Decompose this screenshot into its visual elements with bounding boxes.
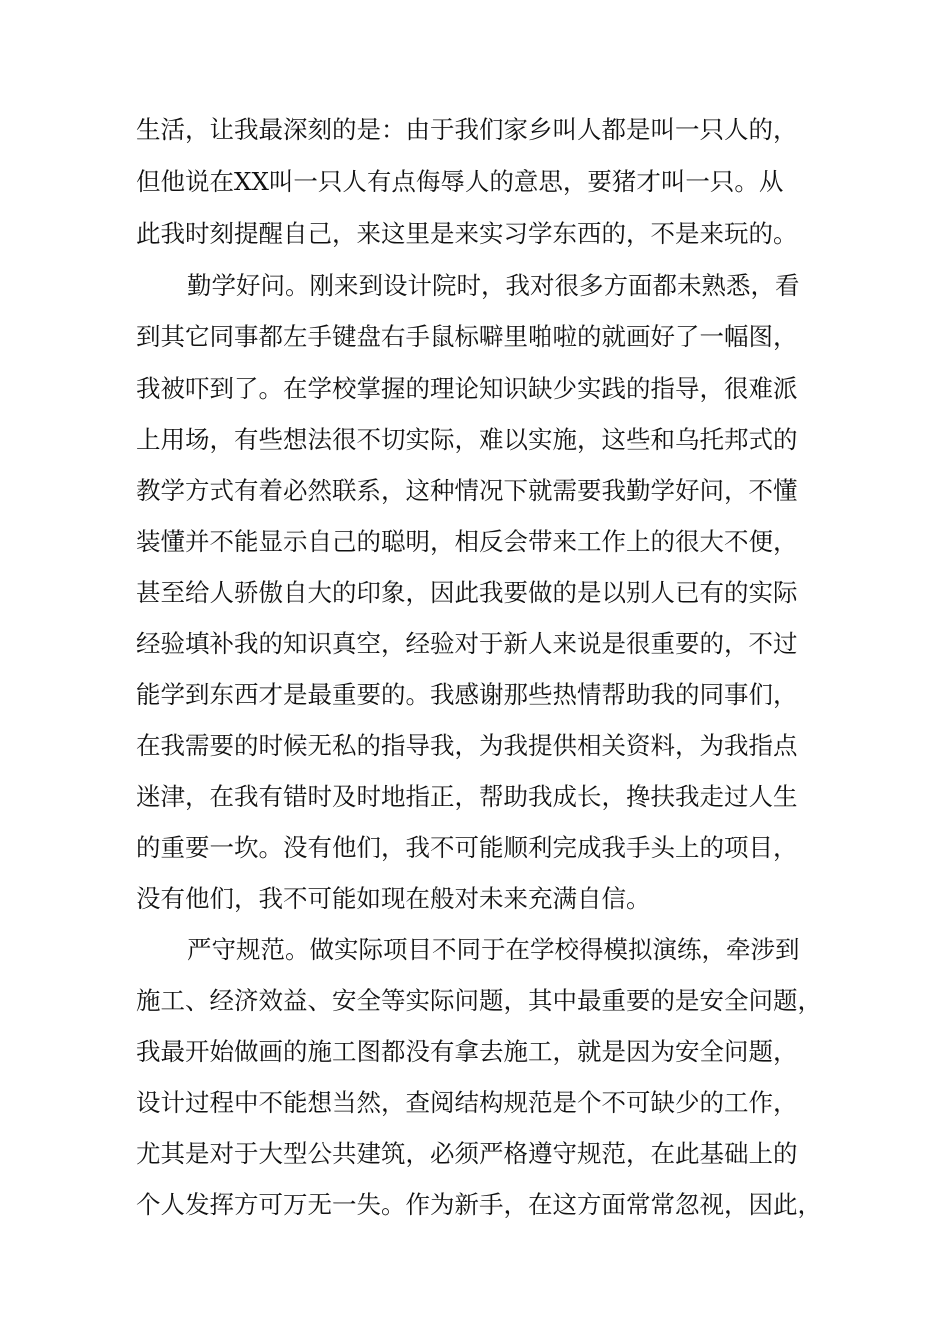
- text-line: 能学到东西才是最重要的。我感谢那些热情帮助我的同事们，: [136, 680, 798, 709]
- text-line: 施工、经济效益、安全等实际问题，其中最重要的是安全问题，: [136, 986, 822, 1015]
- text-line: 个人发挥方可万无一失。作为新手，在这方面常常忽视，因此，: [136, 1190, 822, 1219]
- text-line: 在我需要的时候无私的指导我，为我提供相关资料，为我指点: [136, 731, 798, 760]
- text-line: 我被吓到了。在学校掌握的理论知识缺少实践的指导，很难派: [136, 374, 798, 403]
- text-line: 到其它同事都左手键盘右手鼠标噼里啪啦的就画好了一幅图，: [136, 322, 798, 351]
- text-line: 教学方式有着必然联系，这种情况下就需要我勤学好问，不懂: [136, 476, 798, 505]
- text-line: 装懂并不能显示自己的聪明，相反会带来工作上的很大不便，: [136, 527, 798, 556]
- paragraph-start-line: 勤学好问。刚来到设计院时，我对很多方面都未熟悉，看: [187, 271, 800, 300]
- text-line: 经验填补我的知识真空，经验对于新人来说是很重要的，不过: [136, 629, 798, 658]
- text-line: 尤其是对于大型公共建筑，必须严格遵守规范，在此基础上的: [136, 1139, 798, 1168]
- text-line: 设计过程中不能想当然，查阅结构规范是个不可缺少的工作，: [136, 1088, 798, 1117]
- text-line: 上用场，有些想法很不切实际，难以实施，这些和乌托邦式的: [136, 425, 798, 454]
- text-line: 生活，让我最深刻的是：由于我们家乡叫人都是叫一只人的，: [136, 115, 798, 144]
- text-line: 的重要一坎。没有他们，我不可能顺利完成我手头上的项目，: [136, 833, 798, 862]
- text-line: 迷津，在我有错时及时地指正，帮助我成长，搀扶我走过人生: [136, 782, 798, 811]
- text-line: 此我时刻提醒自己，来这里是来实习学东西的，不是来玩的。: [136, 219, 798, 248]
- text-line: 甚至给人骄傲自大的印象，因此我要做的是以别人已有的实际: [136, 578, 798, 607]
- text-line: 我最开始做画的施工图都没有拿去施工，就是因为安全问题，: [136, 1037, 798, 1066]
- text-line: 但他说在XX叫一只人有点侮辱人的意思，要猪才叫一只。从: [136, 167, 784, 196]
- paragraph-start-line: 严守规范。做实际项目不同于在学校得模拟演练，牵涉到: [187, 935, 800, 964]
- text-line: 没有他们，我不可能如现在般对未来充满自信。: [136, 884, 651, 913]
